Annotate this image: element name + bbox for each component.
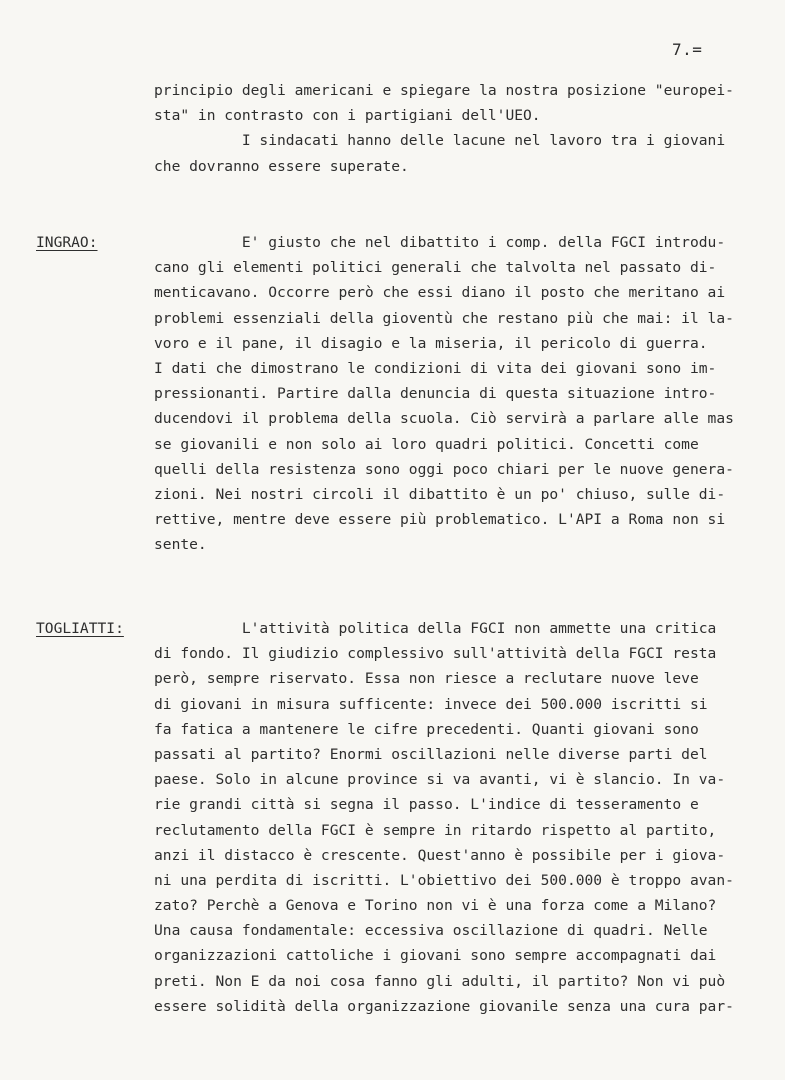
- intro-paragraph: [154, 78, 780, 179]
- text-line: sta" in contrasto con i partigiani dell'UEO.: [154, 107, 541, 125]
- text-line: preti. Non E da noi cosa fanno gli adulti, il partito? Non vi può: [154, 972, 726, 990]
- text-line: cano gli elementi politici generali che talvolta nel passato di-: [154, 259, 717, 277]
- text-line: organizzazioni cattoliche i giovani sono sempre accompagnati dai: [154, 947, 717, 965]
- text-line: rettive, mentre deve essere più problematico. L'API a Roma non si: [154, 511, 726, 529]
- text-line: I sindacati hanno delle lacune nel lavoro tra i giovani: [154, 132, 726, 150]
- text-line: rie grandi città si segna il passo. L'indice di tesseramento e: [154, 796, 699, 814]
- text-line: principio degli americani e spiegare la nostra posizione "europei-: [154, 82, 734, 99]
- text-line: I dati che dimostrano le condizioni di vita dei giovani sono im-: [154, 359, 717, 377]
- text-line: voro e il pane, il disagio e la miseria, il pericolo di guerra.: [154, 334, 708, 352]
- text-line: zioni. Nei nostri circoli il dibattito è un po' chiuso, sulle di-: [154, 485, 726, 503]
- text-line: sente.: [154, 536, 207, 554]
- text-line: reclutamento della FGCI è sempre in ritardo rispetto al partito,: [154, 821, 717, 839]
- page-number: 7.=: [672, 40, 703, 59]
- text-line: E' giusto che nel dibattito i comp. della FGCI introdu-: [154, 234, 726, 251]
- text-line: però, sempre riservato. Essa non riesce a reclutare nuove leve: [154, 670, 699, 688]
- text-line: di giovani in misura sufficente: invece dei 500.000 iscritti si: [154, 695, 708, 713]
- text-line: problemi essenziali della gioventù che restano più che mai: il la-: [154, 309, 734, 327]
- text-line: quelli della resistenza sono oggi poco chiari per le nuove genera-: [154, 460, 734, 478]
- speaker-label-ingrao: INGRAO:: [36, 234, 98, 251]
- text-line: zato? Perchè a Genova e Torino non vi è una forza come a Milano?: [154, 897, 717, 915]
- text-line: che dovranno essere superate.: [154, 157, 409, 175]
- text-line: ni una perdita di iscritti. L'obiettivo dei 500.000 è troppo avan-: [154, 871, 734, 889]
- text-line: paese. Solo in alcune province si va avanti, vi è slancio. In va-: [154, 771, 726, 789]
- text-line: menticavano. Occorre però che essi diano il posto che meritano ai: [154, 284, 726, 302]
- text-line: anzi il distacco è crescente. Quest'anno è possibile per i giova-: [154, 846, 726, 864]
- text-line: passati al partito? Enormi oscillazioni nelle diverse parti del: [154, 745, 708, 763]
- text-line: fa fatica a mantenere le cifre precedenti. Quanti giovani sono: [154, 720, 699, 738]
- speaker-label-togliatti: TOGLIATTI:: [36, 620, 124, 637]
- ingrao-paragraph: [154, 230, 780, 557]
- text-line: L'attività politica della FGCI non ammette una critica: [154, 620, 717, 637]
- text-line: se giovanili e non solo ai loro quadri politici. Concetti come: [154, 435, 699, 453]
- text-line: ducendovi il problema della scuola. Ciò servirà a parlare alle mas: [154, 410, 734, 428]
- text-line: di fondo. Il giudizio complessivo sull'attività della FGCI resta: [154, 645, 717, 663]
- text-line: Una causa fondamentale: eccessiva oscillazione di quadri. Nelle: [154, 922, 708, 940]
- text-line: pressionanti. Partire dalla denuncia di questa situazione intro-: [154, 385, 717, 403]
- togliatti-paragraph: [154, 616, 780, 1019]
- text-line: essere solidità della organizzazione giovanile senza una cura par-: [154, 997, 734, 1015]
